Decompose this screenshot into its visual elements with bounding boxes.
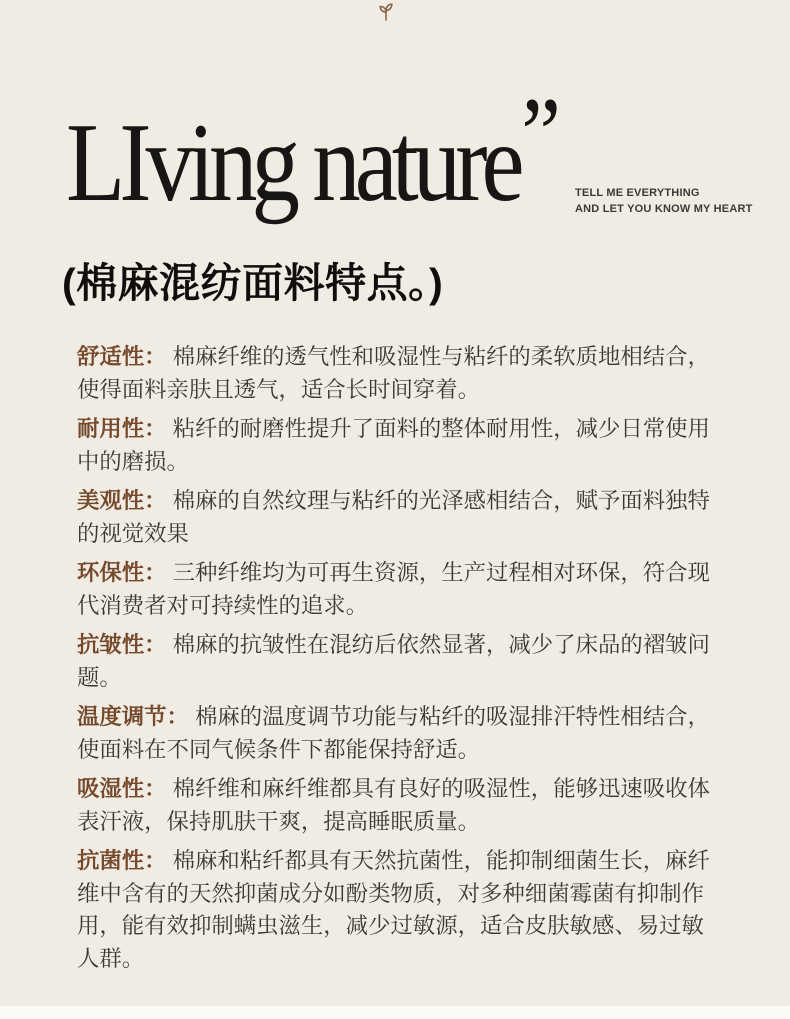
feature-item bbox=[77, 413, 725, 478]
page-title bbox=[66, 77, 561, 225]
feature-text: 粘纤的耐磨性提升了面料的整体耐用性，减少日常使用中的磨损。 bbox=[77, 416, 710, 474]
feature-list bbox=[77, 341, 725, 982]
bottom-strip bbox=[0, 1006, 790, 1019]
title-text: LIving nature bbox=[66, 100, 519, 225]
feature-label: 抗菌性： bbox=[77, 848, 167, 873]
feature-label: 吸湿性： bbox=[77, 776, 167, 801]
tagline-line1: TELL ME EVERYTHING bbox=[575, 187, 700, 199]
feature-text: 棉麻的自然纹理与粘纤的光泽感相结合，赋予面料独特的视觉效果 bbox=[77, 488, 710, 546]
feature-item bbox=[77, 701, 725, 766]
feature-label: 温度调节： bbox=[77, 704, 189, 729]
feature-text: 棉纤维和麻纤维都具有良好的吸湿性，能够迅速吸收体表汗液，保持肌肤干爽，提高睡眠质量。 bbox=[77, 776, 710, 834]
feature-label: 环保性： bbox=[77, 560, 167, 585]
feature-item bbox=[77, 485, 725, 550]
feature-item bbox=[77, 845, 725, 975]
feature-label: 舒适性： bbox=[77, 344, 167, 369]
feature-item bbox=[77, 629, 725, 694]
feature-text: 棉麻和粘纤都具有天然抗菌性，能抑制细菌生长，麻纤维中含有的天然抑菌成分如酚类物质，对多种细菌霉菌有抑制作用，能有效抑制螨虫滋生，减少过敏源，适合皮肤敏感、易过敏人群。 bbox=[77, 848, 710, 971]
feature-item bbox=[77, 773, 725, 838]
feature-text: 棉麻的抗皱性在混纺后依然显著，减少了床品的褶皱问题。 bbox=[77, 632, 710, 690]
feature-text: 棉麻纤维的透气性和吸湿性与粘纤的柔软质地相结合，使得面料亲肤且透气，适合长时间穿着。 bbox=[77, 344, 710, 402]
feature-text: 三种纤维均为可再生资源，生产过程相对环保，符合现代消费者对可持续性的追求。 bbox=[77, 560, 710, 618]
feature-label: 耐用性： bbox=[77, 416, 167, 441]
feature-item bbox=[77, 557, 725, 622]
tagline-line2: AND LET YOU KNOW MY HEART bbox=[575, 203, 753, 215]
title-row bbox=[66, 77, 561, 225]
feature-label: 美观性： bbox=[77, 488, 167, 513]
feature-label: 抗皱性： bbox=[77, 632, 167, 657]
feature-text: 棉麻的温度调节功能与粘纤的吸湿排汗特性相结合，使面料在不同气候条件下都能保持舒适。 bbox=[77, 704, 710, 762]
subtitle-heading: (棉麻混纺面料特点。) bbox=[62, 260, 444, 306]
closing-quote-mark: ” bbox=[521, 77, 561, 193]
sprout-icon bbox=[378, 3, 394, 21]
tagline bbox=[575, 185, 753, 217]
feature-item bbox=[77, 341, 725, 406]
